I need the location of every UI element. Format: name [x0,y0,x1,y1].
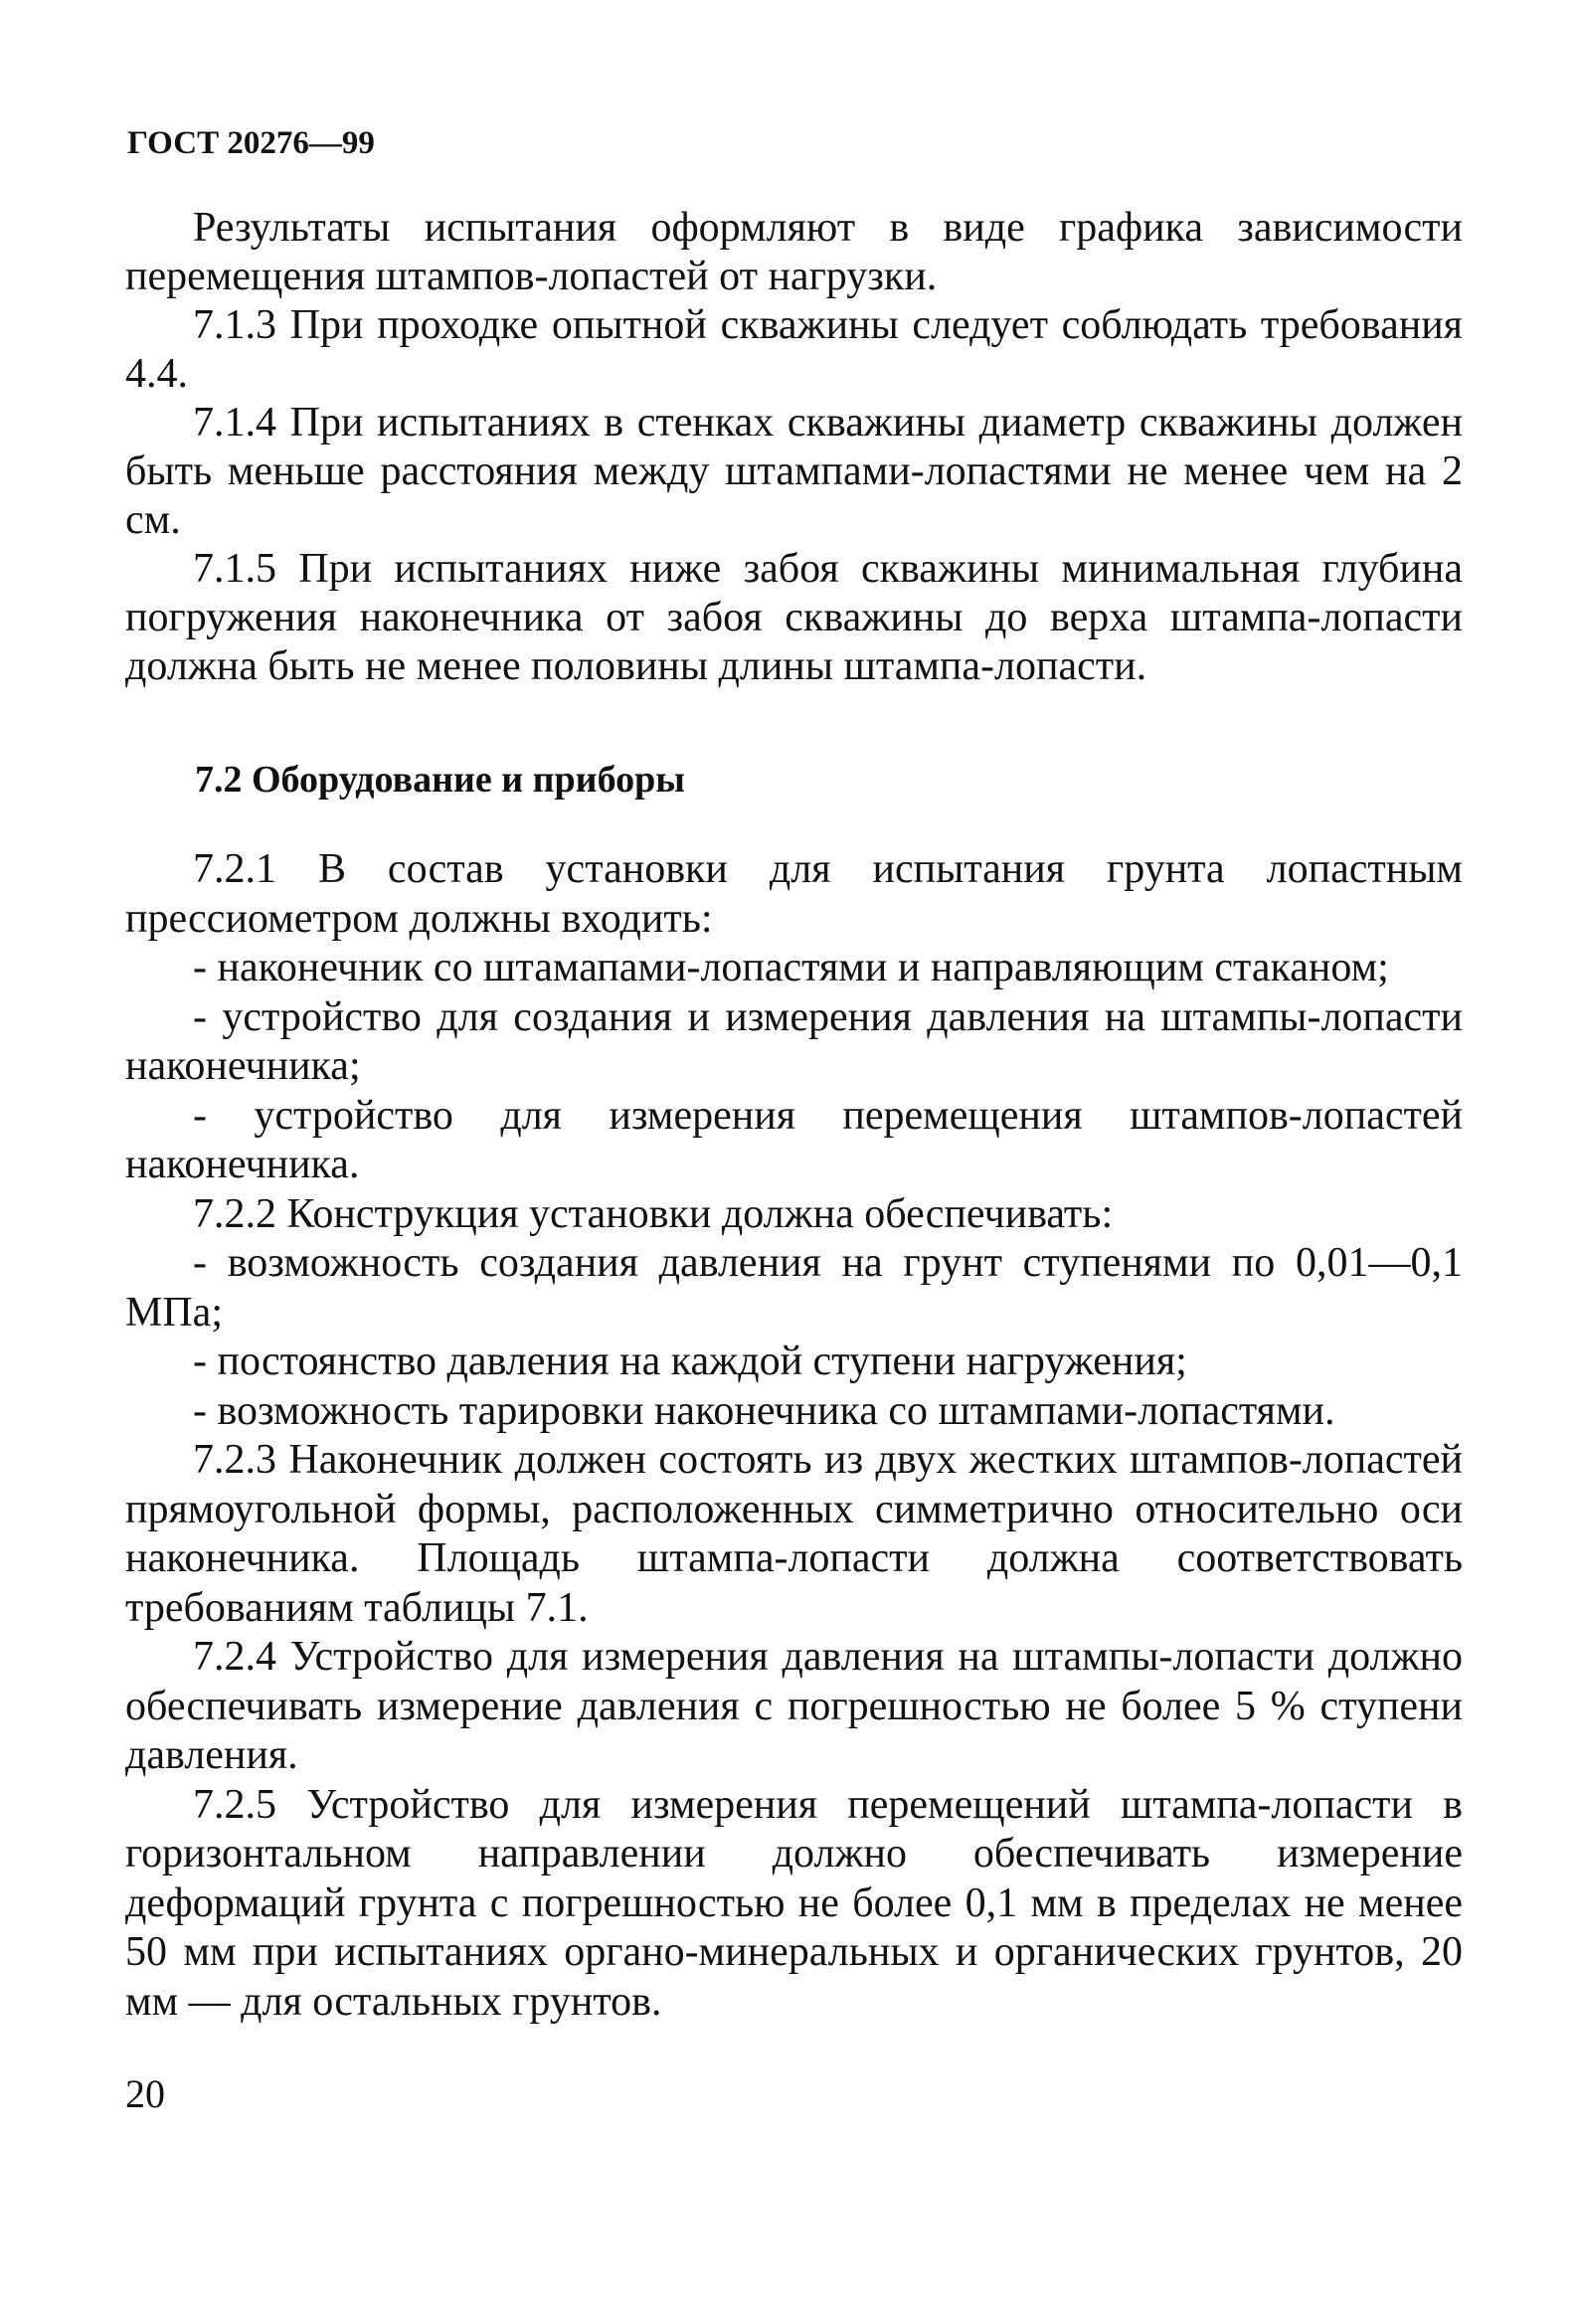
section-7-2-title: 7.2 Оборудование и приборы [195,759,685,801]
paragraph-7-2-1: 7.2.1 В состав установки для испытания грунта лопастным прессиометром должны входить: [125,846,1463,942]
section-7-2-body [125,845,1463,2027]
paragraph-7-2-5: 7.2.5 Устройство для измерения перемещений штампа-лопасти в горизонтальном направлении должно обеспечивать измерение деформаций грунта с погрешностью не более 0,1 мм в пределах не менее 50 мм при испытаниях органо-минеральных и органических грунтов, 20 мм — для остальных грунтов. [125,1781,1463,2025]
paragraph-7-1-5: 7.1.5 При испытаниях ниже забоя скважины минимальная глубина погружения наконечника от забоя скважины до верха штампа-лопасти должна быть не менее половины длины штампа-лопасти. [125,546,1463,689]
paragraph-7-1-3: 7.1.3 При проходке опытной скважины следует соблюдать требования 4.4. [125,302,1463,397]
list-item-pressure-steps: - возможность создания давления на грунт ступенями по 0,01—0,1 МПа; [125,1240,1463,1336]
paragraph-7-2-2: 7.2.2 Конструкция установки должна обеспечивать: [193,1190,1114,1237]
list-item-tip: - наконечник со штамапами-лопастями и направляющим стаканом; [193,945,1389,990]
list-item-displacement-device: - устройство для измерения перемещения штампов-лопастей наконечника. [125,1092,1463,1187]
paragraph-7-2-3: 7.2.3 Наконечник должен состоять из двух жестких штампов-лопастей прямоугольной формы, расположенных симметрично относительно оси наконечника. Площадь штампа-лопасти должна соответствовать требованиям таблицы 7.1. [125,1437,1463,1631]
document-code-header: ГОСТ 20276—99 [127,125,375,161]
list-item-calibration: - возможность тарировки наконечника со штампами-лопастями. [193,1387,1335,1434]
paragraph-7-2-4: 7.2.4 Устройство для измерения давления на штампы-лопасти должно обеспечивать измерение давления с погрешностью не более 5 % ступени давления. [125,1634,1463,1778]
section-7-1-body [125,204,1463,691]
list-item-pressure-device: - устройство для создания и измерения давления на штампы-лопасти наконечника; [125,993,1463,1089]
page-number: 20 [125,2071,165,2116]
list-item-constant-pressure: - постоянство давления на каждой ступени нагружения; [193,1339,1187,1384]
paragraph-results: Результаты испытания оформляют в виде графика зависимости перемещения штампов-лопастей от нагрузки. [125,205,1463,299]
paragraph-7-1-4: 7.1.4 При испытаниях в стенках скважины диаметр скважины должен быть меньше расстояния между штампами-лопастями не менее чем на 2 см. [125,400,1463,543]
